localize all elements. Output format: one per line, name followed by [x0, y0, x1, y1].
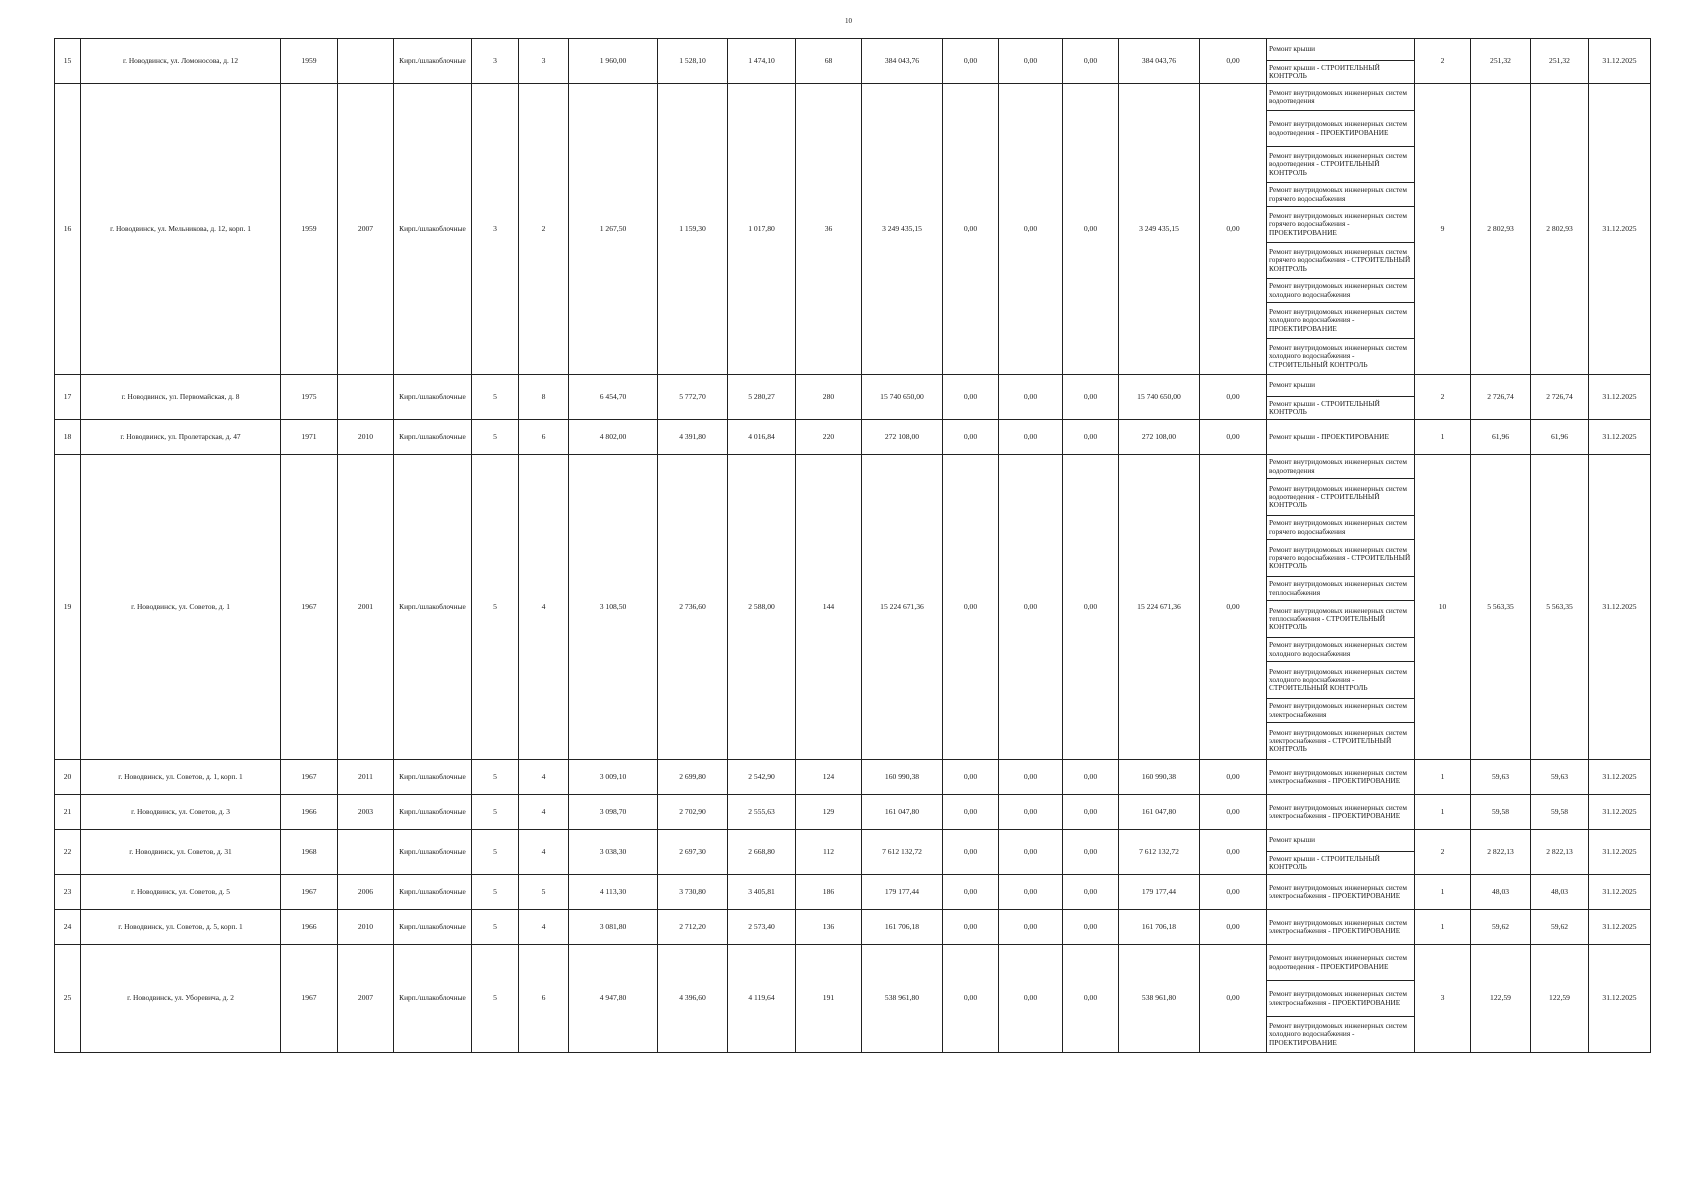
cell-floors: 5 [472, 420, 519, 455]
cell-unit-cost: 251,32 [1471, 39, 1531, 84]
cell-deadline: 31.12.2025 [1589, 84, 1651, 375]
cell-fund-other: 0,00 [1200, 375, 1267, 420]
cell-address: г. Новодвинск, ул. Советов, д. 5, корп. 1 [81, 910, 281, 945]
cell-work-type: Ремонт крыши - ПРОЕКТИРОВАНИЕ [1267, 420, 1415, 455]
cell-year-built: 1966 [281, 795, 338, 830]
cell-fund-local: 0,00 [1063, 455, 1119, 760]
cell-fund-local: 0,00 [1063, 945, 1119, 1053]
cell-work-type: Ремонт внутридомовых инженерных систем горячего водоснабжения - ПРОЕКТИРОВАНИЕ [1267, 207, 1415, 243]
cell-unit-cost-max: 59,58 [1531, 795, 1589, 830]
cell-area-premises: 2 736,60 [658, 455, 728, 760]
cell-year-renovation [338, 39, 394, 84]
cell-fund-local: 0,00 [1063, 830, 1119, 875]
cell-fund-owners: 161 047,80 [1119, 795, 1200, 830]
cell-fund-owners: 7 612 132,72 [1119, 830, 1200, 875]
cell-area-total: 6 454,70 [569, 375, 658, 420]
cell-area-total: 4 802,00 [569, 420, 658, 455]
cell-area-residential: 1 474,10 [728, 39, 796, 84]
cell-fund-owners: 15 224 671,36 [1119, 455, 1200, 760]
cell-unit-cost: 59,58 [1471, 795, 1531, 830]
cell-area-total: 3 081,80 [569, 910, 658, 945]
cell-area-premises: 1 528,10 [658, 39, 728, 84]
cell-residents: 124 [796, 760, 862, 795]
cell-address: г. Новодвинск, ул. Пролетарская, д. 47 [81, 420, 281, 455]
cell-fund-federal: 0,00 [943, 420, 999, 455]
cell-entrances: 5 [519, 875, 569, 910]
cell-fund-other: 0,00 [1200, 84, 1267, 375]
cell-fund-local: 0,00 [1063, 84, 1119, 375]
cell-cost-total: 179 177,44 [862, 875, 943, 910]
cell-area-residential: 2 588,00 [728, 455, 796, 760]
cell-fund-regional: 0,00 [999, 39, 1063, 84]
cell-wall-material: Кирп./шлакоблочные [394, 84, 472, 375]
cell-area-residential: 2 555,63 [728, 795, 796, 830]
cell-area-residential: 5 280,27 [728, 375, 796, 420]
cell-wall-material: Кирп./шлакоблочные [394, 910, 472, 945]
cell-works-count: 1 [1415, 760, 1471, 795]
cell-fund-owners: 272 108,00 [1119, 420, 1200, 455]
cell-work-type: Ремонт внутридомовых инженерных систем электроснабжения - СТРОИТЕЛЬНЫЙ КОНТРОЛЬ [1267, 723, 1415, 760]
cell-wall-material: Кирп./шлакоблочные [394, 39, 472, 84]
cell-work-type: Ремонт внутридомовых инженерных систем горячего водоснабжения - СТРОИТЕЛЬНЫЙ КОНТРОЛЬ [1267, 243, 1415, 279]
cell-fund-other: 0,00 [1200, 795, 1267, 830]
cell-fund-regional: 0,00 [999, 455, 1063, 760]
cell-work-type: Ремонт внутридомовых инженерных систем водоотведения - ПРОЕКТИРОВАНИЕ [1267, 111, 1415, 147]
cell-work-type: Ремонт внутридомовых инженерных систем электроснабжения - ПРОЕКТИРОВАНИЕ [1267, 981, 1415, 1017]
cell-fund-local: 0,00 [1063, 795, 1119, 830]
cell-work-type: Ремонт внутридомовых инженерных систем холодного водоснабжения - СТРОИТЕЛЬНЫЙ КОНТРОЛЬ [1267, 662, 1415, 699]
cell-address: г. Новодвинск, ул. Уборевича, д. 2 [81, 945, 281, 1053]
cell-fund-other: 0,00 [1200, 875, 1267, 910]
table-row [55, 830, 1651, 852]
cell-work-type: Ремонт крыши - СТРОИТЕЛЬНЫЙ КОНТРОЛЬ [1267, 852, 1415, 875]
cell-floors: 3 [472, 39, 519, 84]
cell-unit-cost-max: 2 822,13 [1531, 830, 1589, 875]
cell-fund-federal: 0,00 [943, 795, 999, 830]
cell-floors: 5 [472, 795, 519, 830]
cell-residents: 36 [796, 84, 862, 375]
cell-residents: 186 [796, 875, 862, 910]
cell-fund-local: 0,00 [1063, 420, 1119, 455]
cell-fund-federal: 0,00 [943, 84, 999, 375]
cell-deadline: 31.12.2025 [1589, 830, 1651, 875]
cell-year-built: 1968 [281, 830, 338, 875]
cell-deadline: 31.12.2025 [1589, 760, 1651, 795]
cell-cost-total: 15 224 671,36 [862, 455, 943, 760]
cell-fund-regional: 0,00 [999, 875, 1063, 910]
cell-unit-cost-max: 61,96 [1531, 420, 1589, 455]
cell-wall-material: Кирп./шлакоблочные [394, 830, 472, 875]
cell-fund-local: 0,00 [1063, 760, 1119, 795]
cell-year-built: 1959 [281, 39, 338, 84]
cell-residents: 280 [796, 375, 862, 420]
table-row [55, 910, 1651, 945]
cell-unit-cost: 5 563,35 [1471, 455, 1531, 760]
cell-cost-total: 538 961,80 [862, 945, 943, 1053]
cell-floors: 5 [472, 375, 519, 420]
cell-area-total: 4 113,30 [569, 875, 658, 910]
cell-year-built: 1967 [281, 945, 338, 1053]
table-row [55, 455, 1651, 479]
cell-residents: 220 [796, 420, 862, 455]
cell-deadline: 31.12.2025 [1589, 875, 1651, 910]
cell-row-number: 17 [55, 375, 81, 420]
cell-year-renovation: 2007 [338, 945, 394, 1053]
cell-unit-cost: 59,62 [1471, 910, 1531, 945]
cell-area-premises: 2 702,90 [658, 795, 728, 830]
cell-work-type: Ремонт внутридомовых инженерных систем водоотведения - СТРОИТЕЛЬНЫЙ КОНТРОЛЬ [1267, 147, 1415, 183]
cell-year-renovation [338, 830, 394, 875]
cell-year-renovation: 2010 [338, 420, 394, 455]
cell-fund-other: 0,00 [1200, 830, 1267, 875]
cell-residents: 136 [796, 910, 862, 945]
cell-work-type: Ремонт внутридомовых инженерных систем электроснабжения [1267, 699, 1415, 723]
cell-entrances: 2 [519, 84, 569, 375]
cell-work-type: Ремонт крыши [1267, 375, 1415, 397]
cell-area-premises: 4 391,80 [658, 420, 728, 455]
table-row [55, 84, 1651, 111]
cell-unit-cost-max: 2 726,74 [1531, 375, 1589, 420]
cell-fund-owners: 3 249 435,15 [1119, 84, 1200, 375]
cell-work-type: Ремонт внутридомовых инженерных систем электроснабжения - ПРОЕКТИРОВАНИЕ [1267, 910, 1415, 945]
cell-work-type: Ремонт крыши [1267, 39, 1415, 61]
cell-address: г. Новодвинск, ул. Мельникова, д. 12, корп. 1 [81, 84, 281, 375]
cell-cost-total: 161 047,80 [862, 795, 943, 830]
cell-area-total: 1 267,50 [569, 84, 658, 375]
cell-area-premises: 1 159,30 [658, 84, 728, 375]
cell-year-built: 1966 [281, 910, 338, 945]
cell-unit-cost-max: 2 802,93 [1531, 84, 1589, 375]
cell-floors: 5 [472, 945, 519, 1053]
cell-address: г. Новодвинск, ул. Советов, д. 1, корп. 1 [81, 760, 281, 795]
cell-residents: 112 [796, 830, 862, 875]
cell-row-number: 23 [55, 875, 81, 910]
cell-fund-regional: 0,00 [999, 945, 1063, 1053]
cell-fund-other: 0,00 [1200, 910, 1267, 945]
cell-year-renovation: 2006 [338, 875, 394, 910]
cell-floors: 5 [472, 760, 519, 795]
cell-area-residential: 4 016,84 [728, 420, 796, 455]
cell-fund-federal: 0,00 [943, 830, 999, 875]
cell-floors: 5 [472, 910, 519, 945]
cell-row-number: 18 [55, 420, 81, 455]
cell-fund-other: 0,00 [1200, 945, 1267, 1053]
cell-fund-owners: 384 043,76 [1119, 39, 1200, 84]
cell-area-premises: 4 396,60 [658, 945, 728, 1053]
cell-fund-local: 0,00 [1063, 375, 1119, 420]
cell-works-count: 2 [1415, 830, 1471, 875]
cell-fund-regional: 0,00 [999, 910, 1063, 945]
cell-area-premises: 3 730,80 [658, 875, 728, 910]
cell-wall-material: Кирп./шлакоблочные [394, 875, 472, 910]
cell-deadline: 31.12.2025 [1589, 420, 1651, 455]
cell-fund-federal: 0,00 [943, 375, 999, 420]
cell-unit-cost-max: 59,63 [1531, 760, 1589, 795]
cell-address: г. Новодвинск, ул. Советов, д. 3 [81, 795, 281, 830]
cell-cost-total: 161 706,18 [862, 910, 943, 945]
cell-cost-total: 15 740 650,00 [862, 375, 943, 420]
cell-fund-federal: 0,00 [943, 910, 999, 945]
table-row [55, 420, 1651, 455]
cell-year-built: 1959 [281, 84, 338, 375]
cell-work-type: Ремонт внутридомовых инженерных систем холодного водоснабжения [1267, 279, 1415, 303]
cell-works-count: 1 [1415, 420, 1471, 455]
cell-unit-cost-max: 122,59 [1531, 945, 1589, 1053]
cell-area-total: 3 098,70 [569, 795, 658, 830]
cell-cost-total: 7 612 132,72 [862, 830, 943, 875]
cell-deadline: 31.12.2025 [1589, 455, 1651, 760]
cell-fund-owners: 15 740 650,00 [1119, 375, 1200, 420]
cell-fund-owners: 160 990,38 [1119, 760, 1200, 795]
cell-year-renovation [338, 375, 394, 420]
cell-fund-regional: 0,00 [999, 760, 1063, 795]
cell-unit-cost: 59,63 [1471, 760, 1531, 795]
cell-fund-federal: 0,00 [943, 455, 999, 760]
cell-area-premises: 5 772,70 [658, 375, 728, 420]
cell-wall-material: Кирп./шлакоблочные [394, 795, 472, 830]
cell-year-renovation: 2010 [338, 910, 394, 945]
cell-fund-owners: 179 177,44 [1119, 875, 1200, 910]
cell-fund-other: 0,00 [1200, 455, 1267, 760]
cell-works-count: 3 [1415, 945, 1471, 1053]
cell-works-count: 1 [1415, 910, 1471, 945]
cell-entrances: 4 [519, 760, 569, 795]
cell-residents: 129 [796, 795, 862, 830]
cell-wall-material: Кирп./шлакоблочные [394, 945, 472, 1053]
cell-area-total: 3 108,50 [569, 455, 658, 760]
cell-wall-material: Кирп./шлакоблочные [394, 420, 472, 455]
cell-fund-local: 0,00 [1063, 39, 1119, 84]
cell-row-number: 22 [55, 830, 81, 875]
cell-unit-cost: 2 726,74 [1471, 375, 1531, 420]
cell-area-total: 3 038,30 [569, 830, 658, 875]
cell-fund-federal: 0,00 [943, 39, 999, 84]
cell-entrances: 6 [519, 420, 569, 455]
cell-works-count: 1 [1415, 795, 1471, 830]
cell-deadline: 31.12.2025 [1589, 795, 1651, 830]
cell-fund-regional: 0,00 [999, 830, 1063, 875]
cell-work-type: Ремонт внутридомовых инженерных систем водоотведения [1267, 84, 1415, 111]
cell-entrances: 6 [519, 945, 569, 1053]
cell-fund-other: 0,00 [1200, 39, 1267, 84]
cell-row-number: 24 [55, 910, 81, 945]
cell-work-type: Ремонт внутридомовых инженерных систем водоотведения - ПРОЕКТИРОВАНИЕ [1267, 945, 1415, 981]
cell-area-premises: 2 712,20 [658, 910, 728, 945]
cell-area-residential: 3 405,81 [728, 875, 796, 910]
cell-row-number: 16 [55, 84, 81, 375]
cell-fund-other: 0,00 [1200, 760, 1267, 795]
cell-work-type: Ремонт внутридомовых инженерных систем горячего водоснабжения [1267, 183, 1415, 207]
cell-fund-regional: 0,00 [999, 795, 1063, 830]
cell-area-residential: 2 668,80 [728, 830, 796, 875]
table-row [55, 945, 1651, 981]
cell-work-type: Ремонт внутридомовых инженерных систем холодного водоснабжения - СТРОИТЕЛЬНЫЙ КОНТРОЛЬ [1267, 339, 1415, 375]
cell-fund-local: 0,00 [1063, 875, 1119, 910]
cell-work-type: Ремонт крыши - СТРОИТЕЛЬНЫЙ КОНТРОЛЬ [1267, 397, 1415, 420]
cell-works-count: 2 [1415, 375, 1471, 420]
cell-year-built: 1967 [281, 760, 338, 795]
cell-year-built: 1967 [281, 455, 338, 760]
cell-deadline: 31.12.2025 [1589, 39, 1651, 84]
cell-year-renovation: 2001 [338, 455, 394, 760]
cell-area-total: 4 947,80 [569, 945, 658, 1053]
cell-year-renovation: 2007 [338, 84, 394, 375]
cell-wall-material: Кирп./шлакоблочные [394, 375, 472, 420]
cell-work-type: Ремонт внутридомовых инженерных систем холодного водоснабжения [1267, 638, 1415, 662]
table-row [55, 39, 1651, 61]
cell-unit-cost-max: 48,03 [1531, 875, 1589, 910]
cell-floors: 3 [472, 84, 519, 375]
cell-residents: 144 [796, 455, 862, 760]
cell-unit-cost: 48,03 [1471, 875, 1531, 910]
cell-fund-local: 0,00 [1063, 910, 1119, 945]
cell-work-type: Ремонт внутридомовых инженерных систем электроснабжения - ПРОЕКТИРОВАНИЕ [1267, 875, 1415, 910]
cell-cost-total: 384 043,76 [862, 39, 943, 84]
cell-year-renovation: 2011 [338, 760, 394, 795]
cell-address: г. Новодвинск, ул. Первомайская, д. 8 [81, 375, 281, 420]
table-row [55, 875, 1651, 910]
cell-works-count: 9 [1415, 84, 1471, 375]
cell-fund-owners: 538 961,80 [1119, 945, 1200, 1053]
cell-address: г. Новодвинск, ул. Советов, д. 5 [81, 875, 281, 910]
cell-entrances: 4 [519, 455, 569, 760]
cell-fund-regional: 0,00 [999, 420, 1063, 455]
cell-work-type: Ремонт внутридомовых инженерных систем холодного водоснабжения - ПРОЕКТИРОВАНИЕ [1267, 303, 1415, 339]
table-row [55, 760, 1651, 795]
cell-year-built: 1971 [281, 420, 338, 455]
cell-wall-material: Кирп./шлакоблочные [394, 760, 472, 795]
cell-unit-cost-max: 251,32 [1531, 39, 1589, 84]
cell-work-type: Ремонт внутридомовых инженерных систем теплоснабжения [1267, 577, 1415, 601]
cell-area-premises: 2 699,80 [658, 760, 728, 795]
cell-address: г. Новодвинск, ул. Ломоносова, д. 12 [81, 39, 281, 84]
cell-fund-federal: 0,00 [943, 945, 999, 1053]
cell-year-built: 1975 [281, 375, 338, 420]
cell-work-type: Ремонт крыши - СТРОИТЕЛЬНЫЙ КОНТРОЛЬ [1267, 61, 1415, 84]
cell-work-type: Ремонт внутридомовых инженерных систем горячего водоснабжения [1267, 516, 1415, 540]
cell-entrances: 8 [519, 375, 569, 420]
cell-entrances: 4 [519, 830, 569, 875]
cell-unit-cost-max: 5 563,35 [1531, 455, 1589, 760]
cell-entrances: 4 [519, 795, 569, 830]
cell-unit-cost-max: 59,62 [1531, 910, 1589, 945]
cell-work-type: Ремонт внутридомовых инженерных систем теплоснабжения - СТРОИТЕЛЬНЫЙ КОНТРОЛЬ [1267, 601, 1415, 638]
cell-fund-federal: 0,00 [943, 875, 999, 910]
cell-residents: 68 [796, 39, 862, 84]
cell-row-number: 15 [55, 39, 81, 84]
table-row [55, 795, 1651, 830]
cell-fund-regional: 0,00 [999, 375, 1063, 420]
cell-floors: 5 [472, 830, 519, 875]
cell-fund-federal: 0,00 [943, 760, 999, 795]
cell-year-built: 1967 [281, 875, 338, 910]
cell-cost-total: 160 990,38 [862, 760, 943, 795]
cell-work-type: Ремонт внутридомовых инженерных систем горячего водоснабжения - СТРОИТЕЛЬНЫЙ КОНТРОЛЬ [1267, 540, 1415, 577]
cell-row-number: 25 [55, 945, 81, 1053]
cell-cost-total: 3 249 435,15 [862, 84, 943, 375]
cell-area-residential: 1 017,80 [728, 84, 796, 375]
cell-cost-total: 272 108,00 [862, 420, 943, 455]
cell-work-type: Ремонт крыши [1267, 830, 1415, 852]
cell-year-renovation: 2003 [338, 795, 394, 830]
cell-floors: 5 [472, 875, 519, 910]
cell-fund-owners: 161 706,18 [1119, 910, 1200, 945]
cell-works-count: 2 [1415, 39, 1471, 84]
table-row [55, 375, 1651, 397]
cell-area-total: 1 960,00 [569, 39, 658, 84]
cell-unit-cost: 2 822,13 [1471, 830, 1531, 875]
cell-deadline: 31.12.2025 [1589, 910, 1651, 945]
cell-address: г. Новодвинск, ул. Советов, д. 31 [81, 830, 281, 875]
cell-area-residential: 4 119,64 [728, 945, 796, 1053]
cell-fund-other: 0,00 [1200, 420, 1267, 455]
cell-area-residential: 2 573,40 [728, 910, 796, 945]
cell-unit-cost: 2 802,93 [1471, 84, 1531, 375]
cell-residents: 191 [796, 945, 862, 1053]
cell-deadline: 31.12.2025 [1589, 375, 1651, 420]
cell-entrances: 3 [519, 39, 569, 84]
cell-address: г. Новодвинск, ул. Советов, д. 1 [81, 455, 281, 760]
cell-row-number: 21 [55, 795, 81, 830]
page-number: 10 [845, 17, 852, 25]
cell-entrances: 4 [519, 910, 569, 945]
cell-unit-cost: 122,59 [1471, 945, 1531, 1053]
cell-area-premises: 2 697,30 [658, 830, 728, 875]
cell-floors: 5 [472, 455, 519, 760]
cell-deadline: 31.12.2025 [1589, 945, 1651, 1053]
cell-works-count: 1 [1415, 875, 1471, 910]
cell-work-type: Ремонт внутридомовых инженерных систем электроснабжения - ПРОЕКТИРОВАНИЕ [1267, 760, 1415, 795]
cell-area-residential: 2 542,90 [728, 760, 796, 795]
cell-works-count: 10 [1415, 455, 1471, 760]
cell-work-type: Ремонт внутридомовых инженерных систем холодного водоснабжения - ПРОЕКТИРОВАНИЕ [1267, 1017, 1415, 1053]
repair-program-table [54, 38, 1651, 1053]
cell-work-type: Ремонт внутридомовых инженерных систем водоотведения [1267, 455, 1415, 479]
cell-unit-cost: 61,96 [1471, 420, 1531, 455]
cell-fund-regional: 0,00 [999, 84, 1063, 375]
cell-area-total: 3 009,10 [569, 760, 658, 795]
cell-row-number: 19 [55, 455, 81, 760]
cell-wall-material: Кирп./шлакоблочные [394, 455, 472, 760]
cell-work-type: Ремонт внутридомовых инженерных систем водоотведения - СТРОИТЕЛЬНЫЙ КОНТРОЛЬ [1267, 479, 1415, 516]
cell-row-number: 20 [55, 760, 81, 795]
cell-work-type: Ремонт внутридомовых инженерных систем электроснабжения - ПРОЕКТИРОВАНИЕ [1267, 795, 1415, 830]
